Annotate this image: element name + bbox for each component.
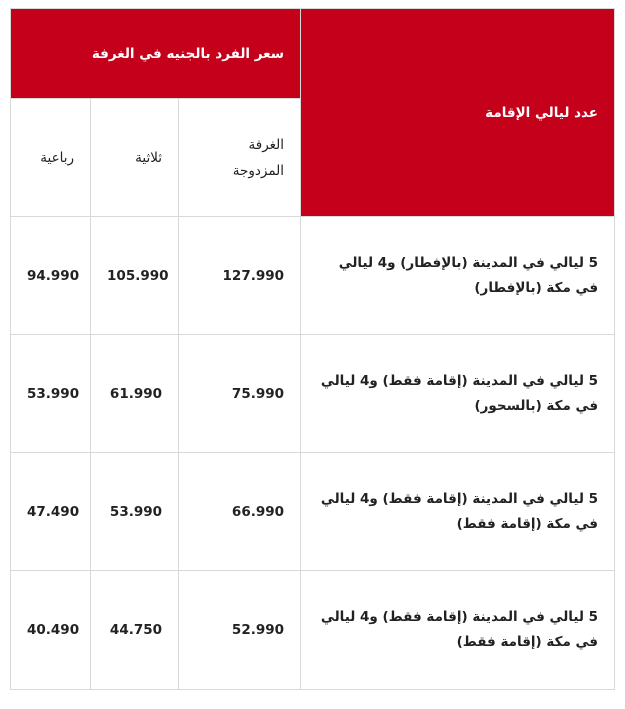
price-triple: 105.990: [91, 217, 179, 335]
price-header: سعر الفرد بالجنيه في الغرفة: [11, 9, 301, 99]
table-row: [11, 453, 615, 571]
row-description: 5 ليالي في المدينة (بالإفطار) و4 ليالي في مكة (بالإفطار): [301, 217, 615, 335]
column-header-quad: رباعية: [11, 99, 91, 217]
row-description: 5 ليالي في المدينة (إقامة فقط) و4 ليالي في مكة (إقامة فقط): [301, 453, 615, 571]
price-double: 127.990: [179, 217, 301, 335]
price-double: 75.990: [179, 335, 301, 453]
price-triple: 61.990: [91, 335, 179, 453]
price-quad: 53.990: [11, 335, 91, 453]
column-header-double: الغرفة المزدوجة: [179, 99, 301, 217]
price-quad: 94.990: [11, 217, 91, 335]
table-row: [11, 217, 615, 335]
price-triple: 53.990: [91, 453, 179, 571]
nights-header: عدد ليالي الإقامة: [301, 9, 615, 217]
price-quad: 40.490: [11, 571, 91, 690]
price-triple: 44.750: [91, 571, 179, 690]
row-description: 5 ليالي في المدينة (إقامة فقط) و4 ليالي في مكة (بالسحور): [301, 335, 615, 453]
row-description: 5 ليالي في المدينة (إقامة فقط) و4 ليالي في مكة (إقامة فقط): [301, 571, 615, 690]
table-row: [11, 335, 615, 453]
table-row: [11, 571, 615, 690]
price-quad: 47.490: [11, 453, 91, 571]
header-row: [11, 9, 615, 99]
column-header-triple: ثلاثية: [91, 99, 179, 217]
price-double: 66.990: [179, 453, 301, 571]
price-table: [10, 8, 615, 690]
price-double: 52.990: [179, 571, 301, 690]
